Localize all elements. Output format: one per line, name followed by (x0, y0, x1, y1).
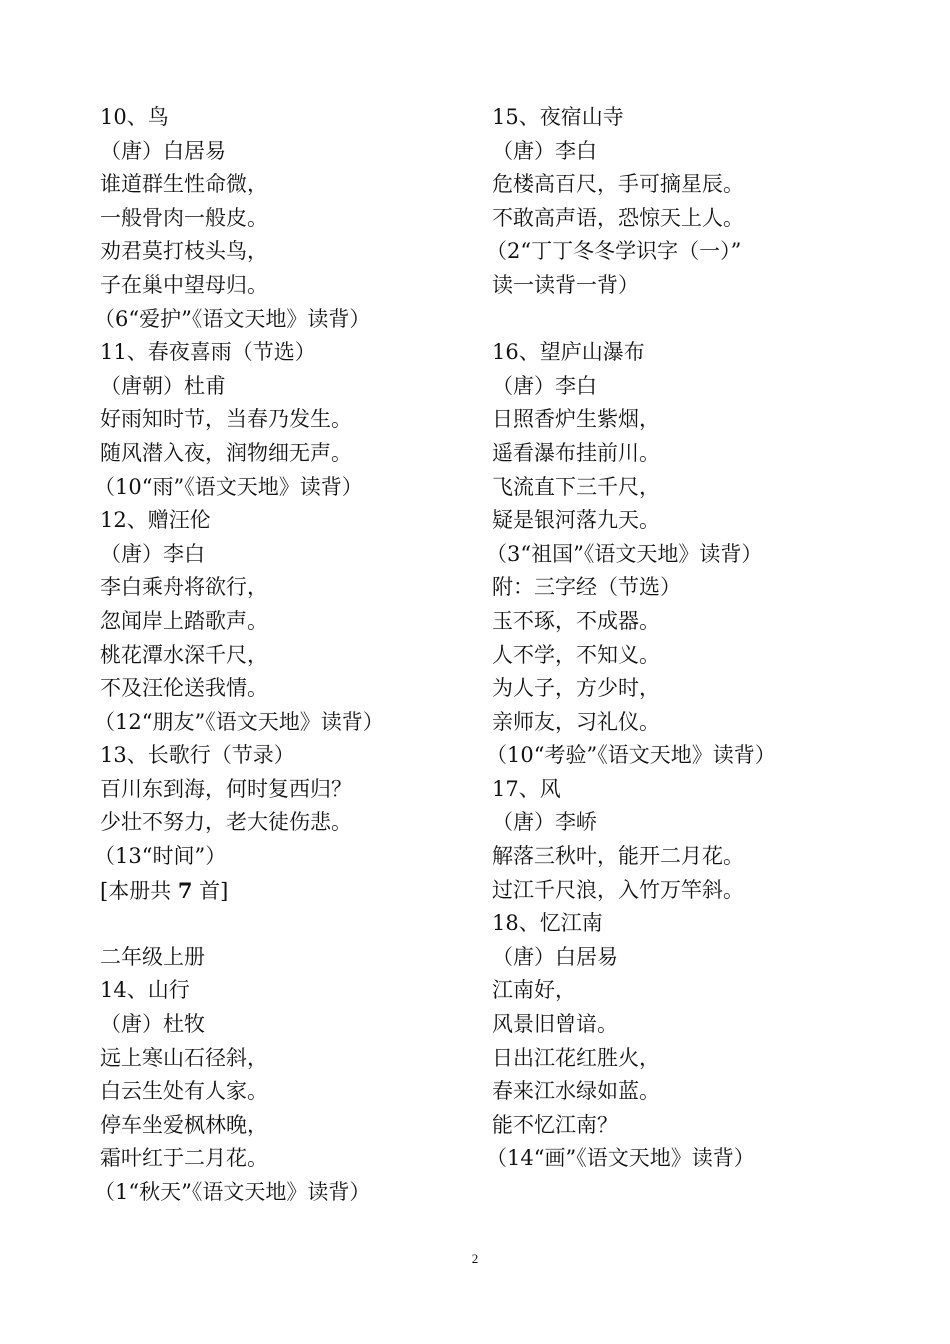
poem-author: （唐）李白 (492, 138, 597, 163)
poem-author: （唐）白居易 (492, 944, 618, 969)
poem-author: （唐）李白 (100, 541, 205, 566)
poem-title: 13、长歌行（节录） (100, 743, 295, 768)
verse-line: 不敢高声语，恐惊天上人。 (492, 205, 744, 230)
page-number: 2 (471, 1251, 479, 1266)
poem-title: 10、鸟 (100, 105, 169, 129)
verse-line: 人不学，不知义。 (492, 642, 660, 667)
reading-note: （6“爱护”《语文天地》读背） (94, 306, 371, 331)
verse-line: 桃花潭水深千尺， (100, 642, 268, 667)
blank-line (492, 303, 892, 337)
verse-line: 忽闻岸上踏歌声。 (100, 608, 268, 633)
verse-line: 不及汪伦送我情。 (100, 676, 268, 701)
poem-title: 17、风 (492, 776, 561, 801)
poem-author: （唐朝）杜甫 (100, 373, 226, 398)
reading-note: （1“秋天”《语文天地》读背） (94, 1180, 371, 1204)
verse-line: 白云生处有人家。 (100, 1079, 268, 1104)
verse-line: 解落三秋叶，能开二月花。 (492, 844, 744, 869)
reading-note: （14“画”《语文天地》读背） (486, 1146, 755, 1171)
verse-line: 日出江花红胜火， (492, 1045, 660, 1070)
verse-line: 子在巢中望母归。 (100, 272, 268, 297)
verse-line: 亲师友，习礼仪。 (492, 709, 660, 734)
left-column (94, 101, 500, 1210)
verse-line: 风景旧曾谙。 (492, 1012, 618, 1037)
poem-title: 11、春夜喜雨（节选） (100, 340, 316, 365)
right-column (486, 101, 892, 1176)
verse-line: 百川东到海，何时复西归？ (100, 776, 352, 801)
poem-author: （唐）李峤 (492, 810, 597, 835)
verse-line: 一般骨肉一般皮。 (100, 205, 268, 230)
verse-line: 谁道群生性命微， (100, 172, 268, 197)
verse-line: 霜叶红于二月花。 (100, 1146, 268, 1171)
verse-line: 春来江水绿如蓝。 (492, 1079, 660, 1104)
volume-summary: [本册共 7 首] (100, 877, 229, 903)
verse-line: 好雨知时节，当春乃发生。 (100, 407, 352, 432)
reading-note: （12“朋友”《语文天地》读背） (94, 709, 384, 734)
reading-note: （10“雨”《语文天地》读背） (94, 474, 363, 499)
poem-author: （唐）白居易 (100, 138, 226, 163)
verse-line: 能不忆江南？ (492, 1112, 618, 1137)
poem-title: 12、赠汪伦 (100, 508, 211, 533)
verse-line: 远上寒山石径斜， (100, 1045, 268, 1070)
verse-line: 随风潜入夜，润物细无声。 (100, 440, 352, 465)
poem-author: （唐）李白 (492, 373, 597, 398)
blank-line (100, 907, 500, 941)
section-heading: 二年级上册 (100, 944, 205, 969)
poem-title: 16、望庐山瀑布 (492, 340, 645, 365)
reading-note: （10“考验”《语文天地》读背） (486, 743, 776, 768)
reading-note: （3“祖国”《语文天地》读背） (486, 541, 763, 566)
verse-line: 日照香炉生紫烟， (492, 407, 660, 432)
verse-line: 江南好， (492, 978, 576, 1003)
poem-title: 18、忆江南 (492, 911, 603, 936)
reading-note: （2“丁丁冬冬学识字（一）” (486, 239, 742, 264)
verse-line: 为人子，方少时， (492, 676, 660, 701)
verse-line: 停车坐爱枫林晚， (100, 1112, 268, 1137)
poem-author: （唐）杜牧 (100, 1012, 205, 1037)
verse-line: 疑是银河落九天。 (492, 508, 660, 533)
verse-line: 过江千尺浪，入竹万竿斜。 (492, 877, 744, 902)
verse-line: 危楼高百尺，手可摘星辰。 (492, 172, 744, 197)
verse-line: 飞流直下三千尺， (492, 474, 660, 499)
reading-note: （13“时间”） (94, 844, 227, 869)
verse-line: 读一读背一背） (492, 272, 639, 297)
poem-title: 14、山行 (100, 978, 190, 1003)
verse-line: 劝君莫打枝头鸟， (100, 239, 268, 264)
poem-title: 15、夜宿山寺 (492, 105, 624, 129)
verse-line: 少壮不努力，老大徒伤悲。 (100, 810, 352, 835)
verse-line: 玉不琢，不成器。 (492, 608, 660, 633)
poem-title: 附：三字经（节选） (492, 575, 681, 600)
verse-line: 李白乘舟将欲行， (100, 575, 268, 600)
verse-line: 遥看瀑布挂前川。 (492, 440, 660, 465)
